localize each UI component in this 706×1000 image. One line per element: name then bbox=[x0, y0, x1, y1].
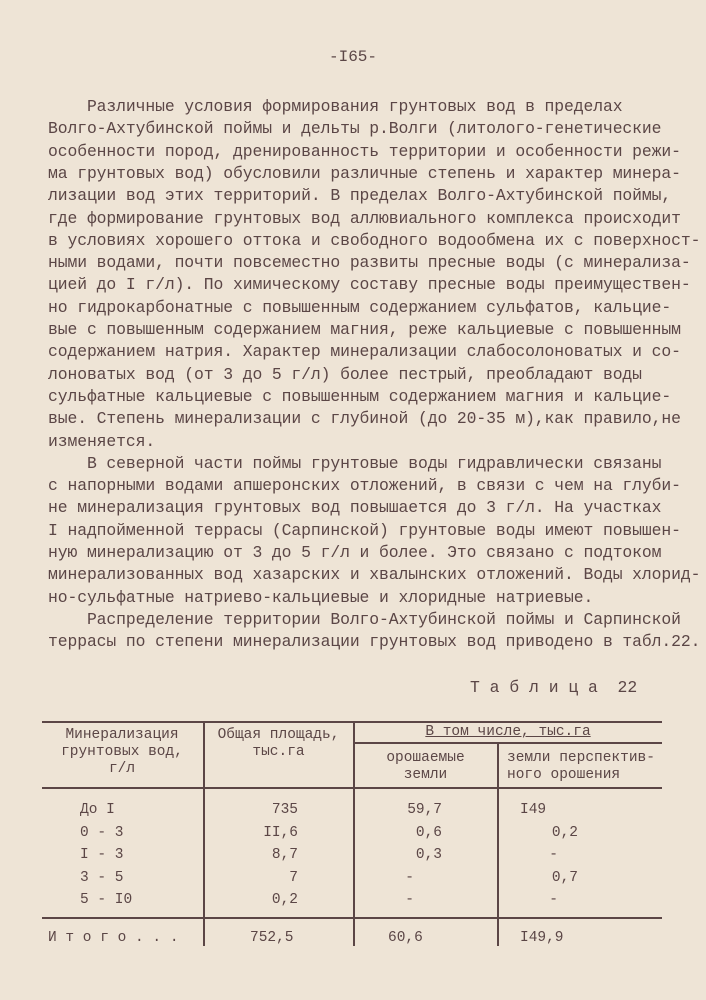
text-line: с напорными водами апшеронских отложений, в связи с чем на глуби- bbox=[48, 476, 681, 496]
text-line: лизации вод этих территорий. В пределах Волго-Ахтубинской поймы, bbox=[48, 186, 672, 206]
text-line: Распределение территории Волго-Ахтубинской поймы и Сарпинской bbox=[48, 609, 681, 629]
text-line: I надпойменной террасы (Сарпинской) грунтовые воды имеют повышен- bbox=[48, 520, 681, 540]
text-line: не минерализация грунтовых вод повышается до 3 г/л. На участках bbox=[48, 498, 662, 518]
text-line: в условиях хорошего оттока и свободного водообмена их с поверхност- bbox=[48, 230, 701, 250]
cell-total-area: 0,2 bbox=[271, 892, 298, 908]
header-including: В том числе, тыс.га bbox=[425, 724, 591, 740]
text-line: но-сульфатные натриево-кальциевые и хлоридные натриевые. bbox=[48, 587, 594, 607]
text-line: но гидрокарбонатные с повышенным содержанием сульфатов, кальцие- bbox=[48, 297, 672, 317]
header-mineralization: Минерализация грунтовых вод, г/л bbox=[61, 727, 183, 777]
cell-total-area: 7 bbox=[289, 869, 298, 886]
text-line: террасы по степени минерализации грунтовых вод приводено в табл.22. bbox=[48, 632, 701, 652]
text-line: В северной части поймы грунтовые воды гидравлически связаны bbox=[48, 453, 662, 473]
cell-irrigated: - bbox=[405, 892, 414, 908]
page-number: -I65- bbox=[328, 48, 377, 66]
cell-mineralization: 3 - 5 bbox=[80, 869, 124, 886]
cell-mineralization: 0 - 3 bbox=[80, 824, 124, 841]
text-line: лоноватых вод (от 3 до 5 г/л) более пестрый, преобладают воды bbox=[48, 364, 642, 384]
text-line: цией до I г/л). По химическому составу пресные воды преимуществен- bbox=[48, 275, 691, 295]
text-line: вые с повышенным содержанием магния, реже кальциевые с повышенным bbox=[48, 320, 681, 339]
text-line: ными водами, почти повсеместно развиты пресные воды (с минерализа- bbox=[48, 253, 691, 273]
text-line: особенности пород, дренированность территории и особенности режи- bbox=[48, 141, 681, 161]
group-header-rule bbox=[353, 742, 662, 744]
cell-mineralization: 5 - I0 bbox=[80, 892, 133, 908]
col-divider bbox=[497, 742, 499, 946]
text-line: изменяется. bbox=[48, 431, 156, 451]
text-line: вые. Степень минерализации с глубиной (до 20-35 м),как правило,не bbox=[48, 409, 681, 429]
text-line: минерализованных вод хазарских и хвалынских отложений. Воды хлорид- bbox=[48, 565, 701, 585]
total-prospective: I49,9 bbox=[520, 930, 564, 946]
cell-prospective: - bbox=[549, 892, 558, 908]
text-line: Различные условия формирования грунтовых вод в пределах bbox=[48, 97, 623, 116]
cell-mineralization: I - 3 bbox=[80, 847, 124, 863]
text-line: Волго-Ахтубинской поймы и дельты р.Волги (литолого-генетические bbox=[48, 119, 662, 139]
header-bottom-rule bbox=[42, 787, 662, 789]
cell-irrigated: - bbox=[405, 869, 414, 886]
header-prospective: земли перспектив- ного орошения bbox=[507, 750, 655, 783]
text-line: ма грунтовых вод) обусловили различные степень и характер минера- bbox=[48, 163, 681, 183]
cell-irrigated: 0,6 bbox=[415, 824, 442, 841]
text-line: ную минерализацию от 3 до 5 г/л и более. Это связано с подтоком bbox=[48, 543, 662, 562]
header-irrigated: орошаемые земли bbox=[386, 750, 465, 783]
cell-total-area: 735 bbox=[271, 802, 298, 818]
cell-irrigated: 59,7 bbox=[407, 802, 442, 818]
text-line: содержанием натрия. Характер минерализации слабосолоноватых и со- bbox=[48, 342, 681, 362]
cell-total-area: 8,7 bbox=[271, 847, 298, 863]
total-rule bbox=[42, 917, 662, 919]
cell-prospective: - bbox=[549, 847, 558, 863]
cell-prospective: 0,7 bbox=[551, 869, 578, 886]
cell-prospective: I49 bbox=[520, 802, 547, 818]
cell-mineralization: До I bbox=[80, 802, 115, 818]
text-line: сульфатные кальциевые с повышенным содержанием магния и кальцие- bbox=[48, 386, 672, 406]
table-top-rule bbox=[42, 721, 662, 723]
cell-irrigated: 0,3 bbox=[415, 847, 442, 863]
total-label: И т о г о . . . bbox=[48, 930, 179, 946]
total-area: 752,5 bbox=[250, 930, 294, 946]
table-caption: Т а б л и ц а 22 bbox=[470, 678, 638, 697]
text-line: где формирование грунтовых вод аллювиального комплекса происходит bbox=[48, 208, 681, 228]
cell-total-area: II,6 bbox=[263, 824, 298, 841]
header-total-area: Общая площадь, тыс.га bbox=[217, 727, 340, 760]
total-irrigated: 60,6 bbox=[388, 930, 423, 946]
cell-prospective: 0,2 bbox=[551, 824, 578, 841]
